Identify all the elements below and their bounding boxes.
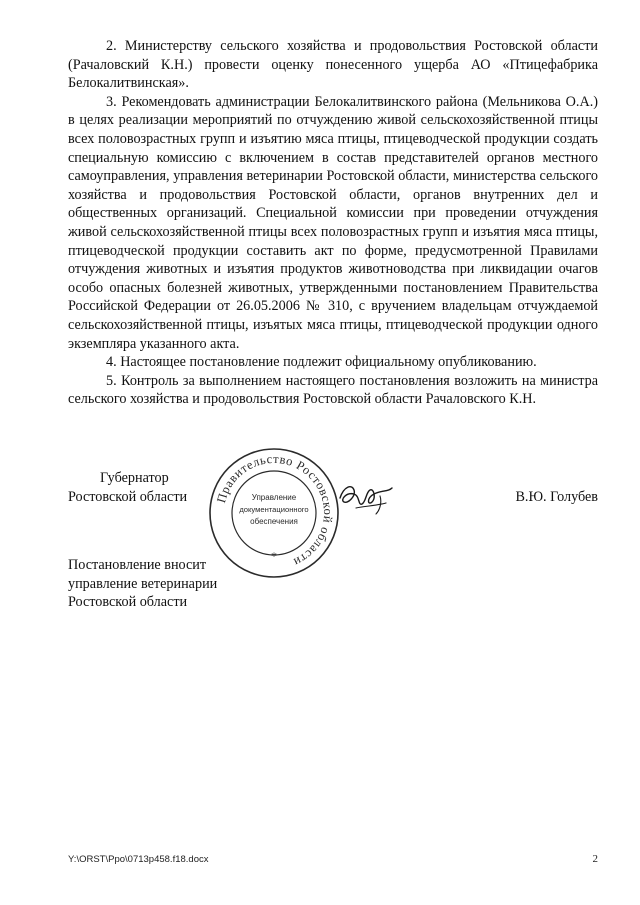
submitter-note xyxy=(68,556,217,612)
submitter-line-1: Постановление вносит xyxy=(68,557,207,573)
official-seal xyxy=(207,446,341,580)
document-body xyxy=(68,37,598,409)
paragraph-4: 4. Настоящее постановление подлежит официальному опубликованию. xyxy=(106,354,537,371)
seal-center-line-1: Управление xyxy=(251,493,297,502)
paragraph-5: 5. Контроль за выполнением настоящего постановления возложить на министра сельского хозяйства и продовольствия Ростовской области Рачаловского К.Н. xyxy=(68,372,598,408)
governor-title: Губернатор xyxy=(100,470,169,486)
paragraph-2: 2. Министерству сельского хозяйства и продовольствия Ростовской области (Рачаловский К.Н.) провести оценку понесенного ущерба АО «Птицефабрика Белокалитвинская». xyxy=(68,38,598,92)
submitter-line-2: управление ветеринарии xyxy=(68,575,218,592)
governor-name: В.Ю. Голубев xyxy=(515,489,598,505)
seal-star: * xyxy=(271,549,277,563)
handwritten-signature xyxy=(336,476,400,516)
governor-region: Ростовской области xyxy=(68,489,188,505)
submitter-line-3: Ростовской области xyxy=(68,594,188,611)
seal-center-line-2: документационного xyxy=(239,505,309,514)
seal-center-line-3: обеспечения xyxy=(250,517,298,526)
footer-file-path: Y:\ORST\Ppo\0713p458.f18.docx xyxy=(68,854,209,865)
paragraph-3: 3. Рекомендовать администрации Белокалитвинского района (Мельникова О.А.) в целях реализации мероприятий по отчуждению живой сельскохозяйственной птицы всех половозрастных групп и изъятию мяса птицы, птицеводческой продукции создать специальную комиссию с включением в состав представителей органов местного самоуправления, управления ветеринарии Ростовской области, министерства сельского хозяйства и продовольствия Ростовской области, органов внутренних дел и общественных организаций. Специальной комиссии при проведении отчуждения живой сельскохозяйственной птицы всех половозрастных групп и изъятия мяса птицы, птицеводческой продукции составить акт по форме, предусмотренной Правилами отчуждения животных и изъятия продуктов животноводства при ликвидации очагов особо опасных болезней животных, утвержденными постановлением Правительства Российской Федерации от 26.05.2006 № 310, с вручением владельцам отчуждаемой сельскохозяйственной птицы, изъятых мяса птицы, птицеводческой продукции одного экземпляра указанного акта. xyxy=(68,93,598,352)
page-number: 2 xyxy=(592,853,598,865)
seal-ring-text: Правительство Ростовской области xyxy=(214,451,336,570)
